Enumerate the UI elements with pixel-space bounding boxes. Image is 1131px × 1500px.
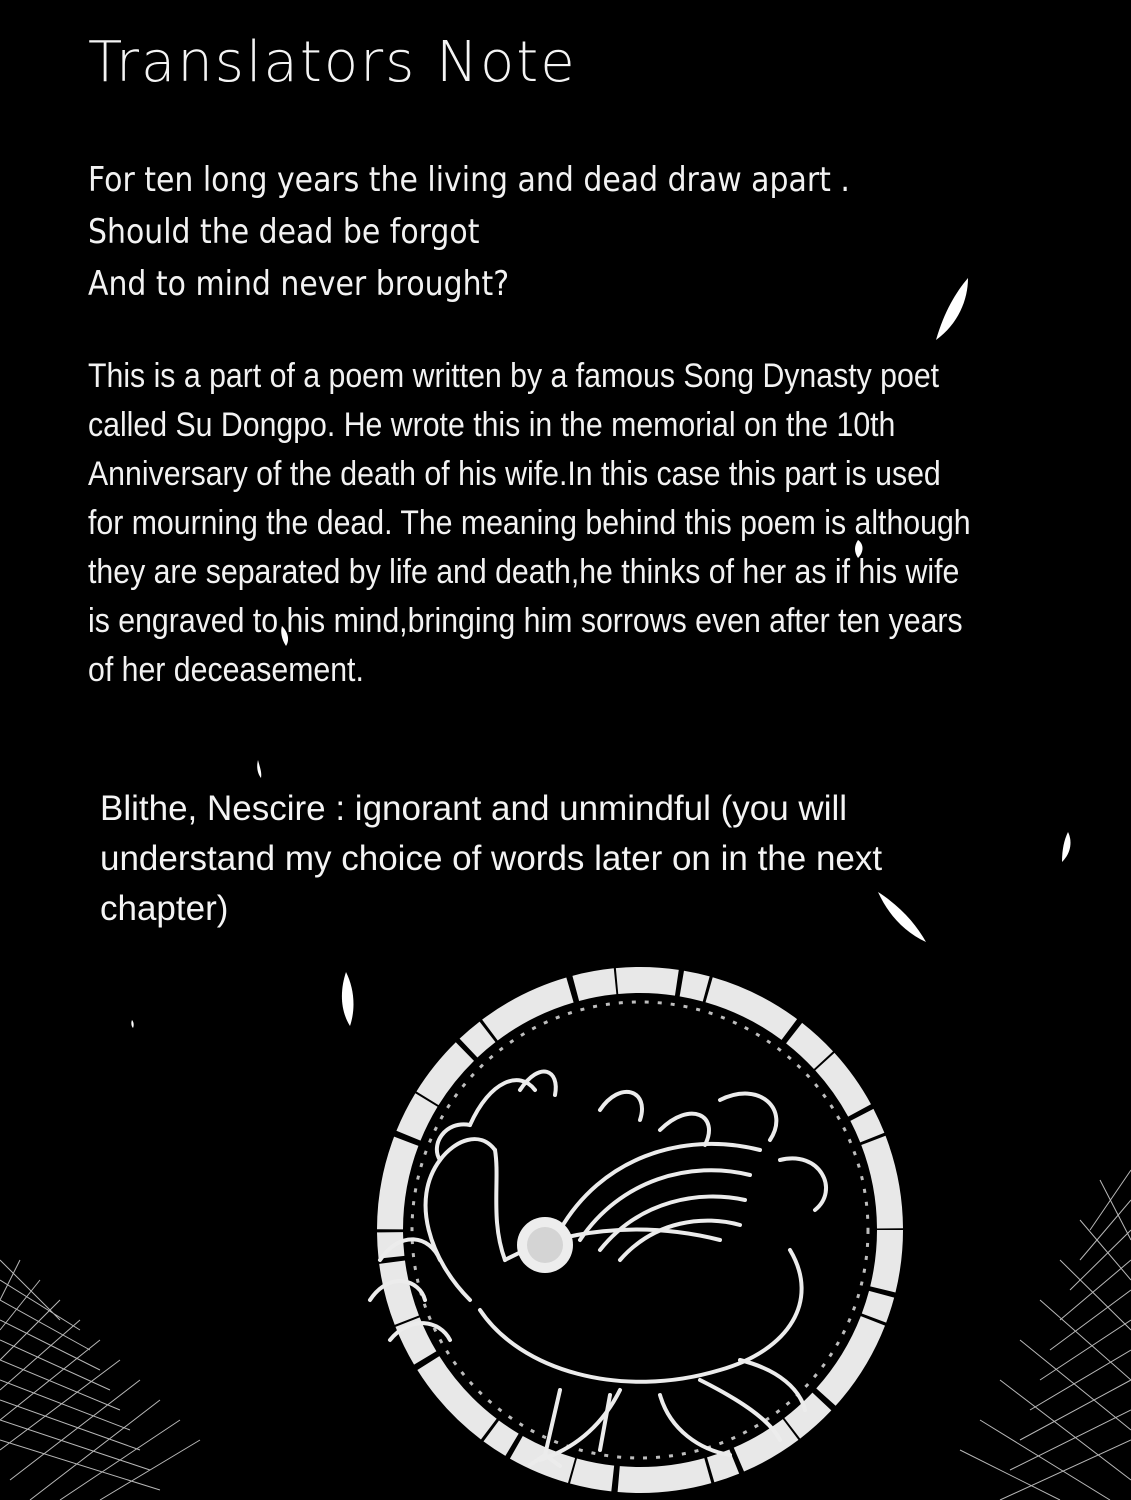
glossary-line: chapter) (100, 889, 229, 928)
explanation-line: is engraved to his mind,bringing him sorrows even after ten years (88, 602, 963, 640)
poem-line: Should the dead be forgot (88, 212, 480, 252)
explanation-line: for mourning the dead. The meaning behind this poem is although (88, 504, 971, 542)
poem-line: For ten long years the living and dead draw apart . (88, 160, 850, 200)
glossary-line: Blithe, Nescire : ignorant and unmindful (you will (100, 789, 848, 828)
explanation-line: of her deceasement. (88, 651, 364, 689)
explanation-paragraph (88, 352, 971, 695)
phoenix-seal-icon (370, 980, 890, 1480)
glossary-note (100, 784, 882, 934)
explanation-line: they are separated by life and death,he thinks of her as if his wife (88, 553, 960, 591)
explanation-line: Anniversary of the death of his wife.In this case this part is used (88, 455, 941, 493)
explanation-line: This is a part of a poem written by a famous Song Dynasty poet (88, 357, 940, 395)
page-title: Translators Note (88, 30, 577, 95)
explanation-line: called Su Dongpo. He wrote this in the memorial on the 10th (88, 406, 896, 444)
poem-line: And to mind never brought? (88, 264, 510, 304)
poem-excerpt (88, 154, 850, 310)
glossary-line: understand my choice of words later on in the next (100, 839, 883, 878)
